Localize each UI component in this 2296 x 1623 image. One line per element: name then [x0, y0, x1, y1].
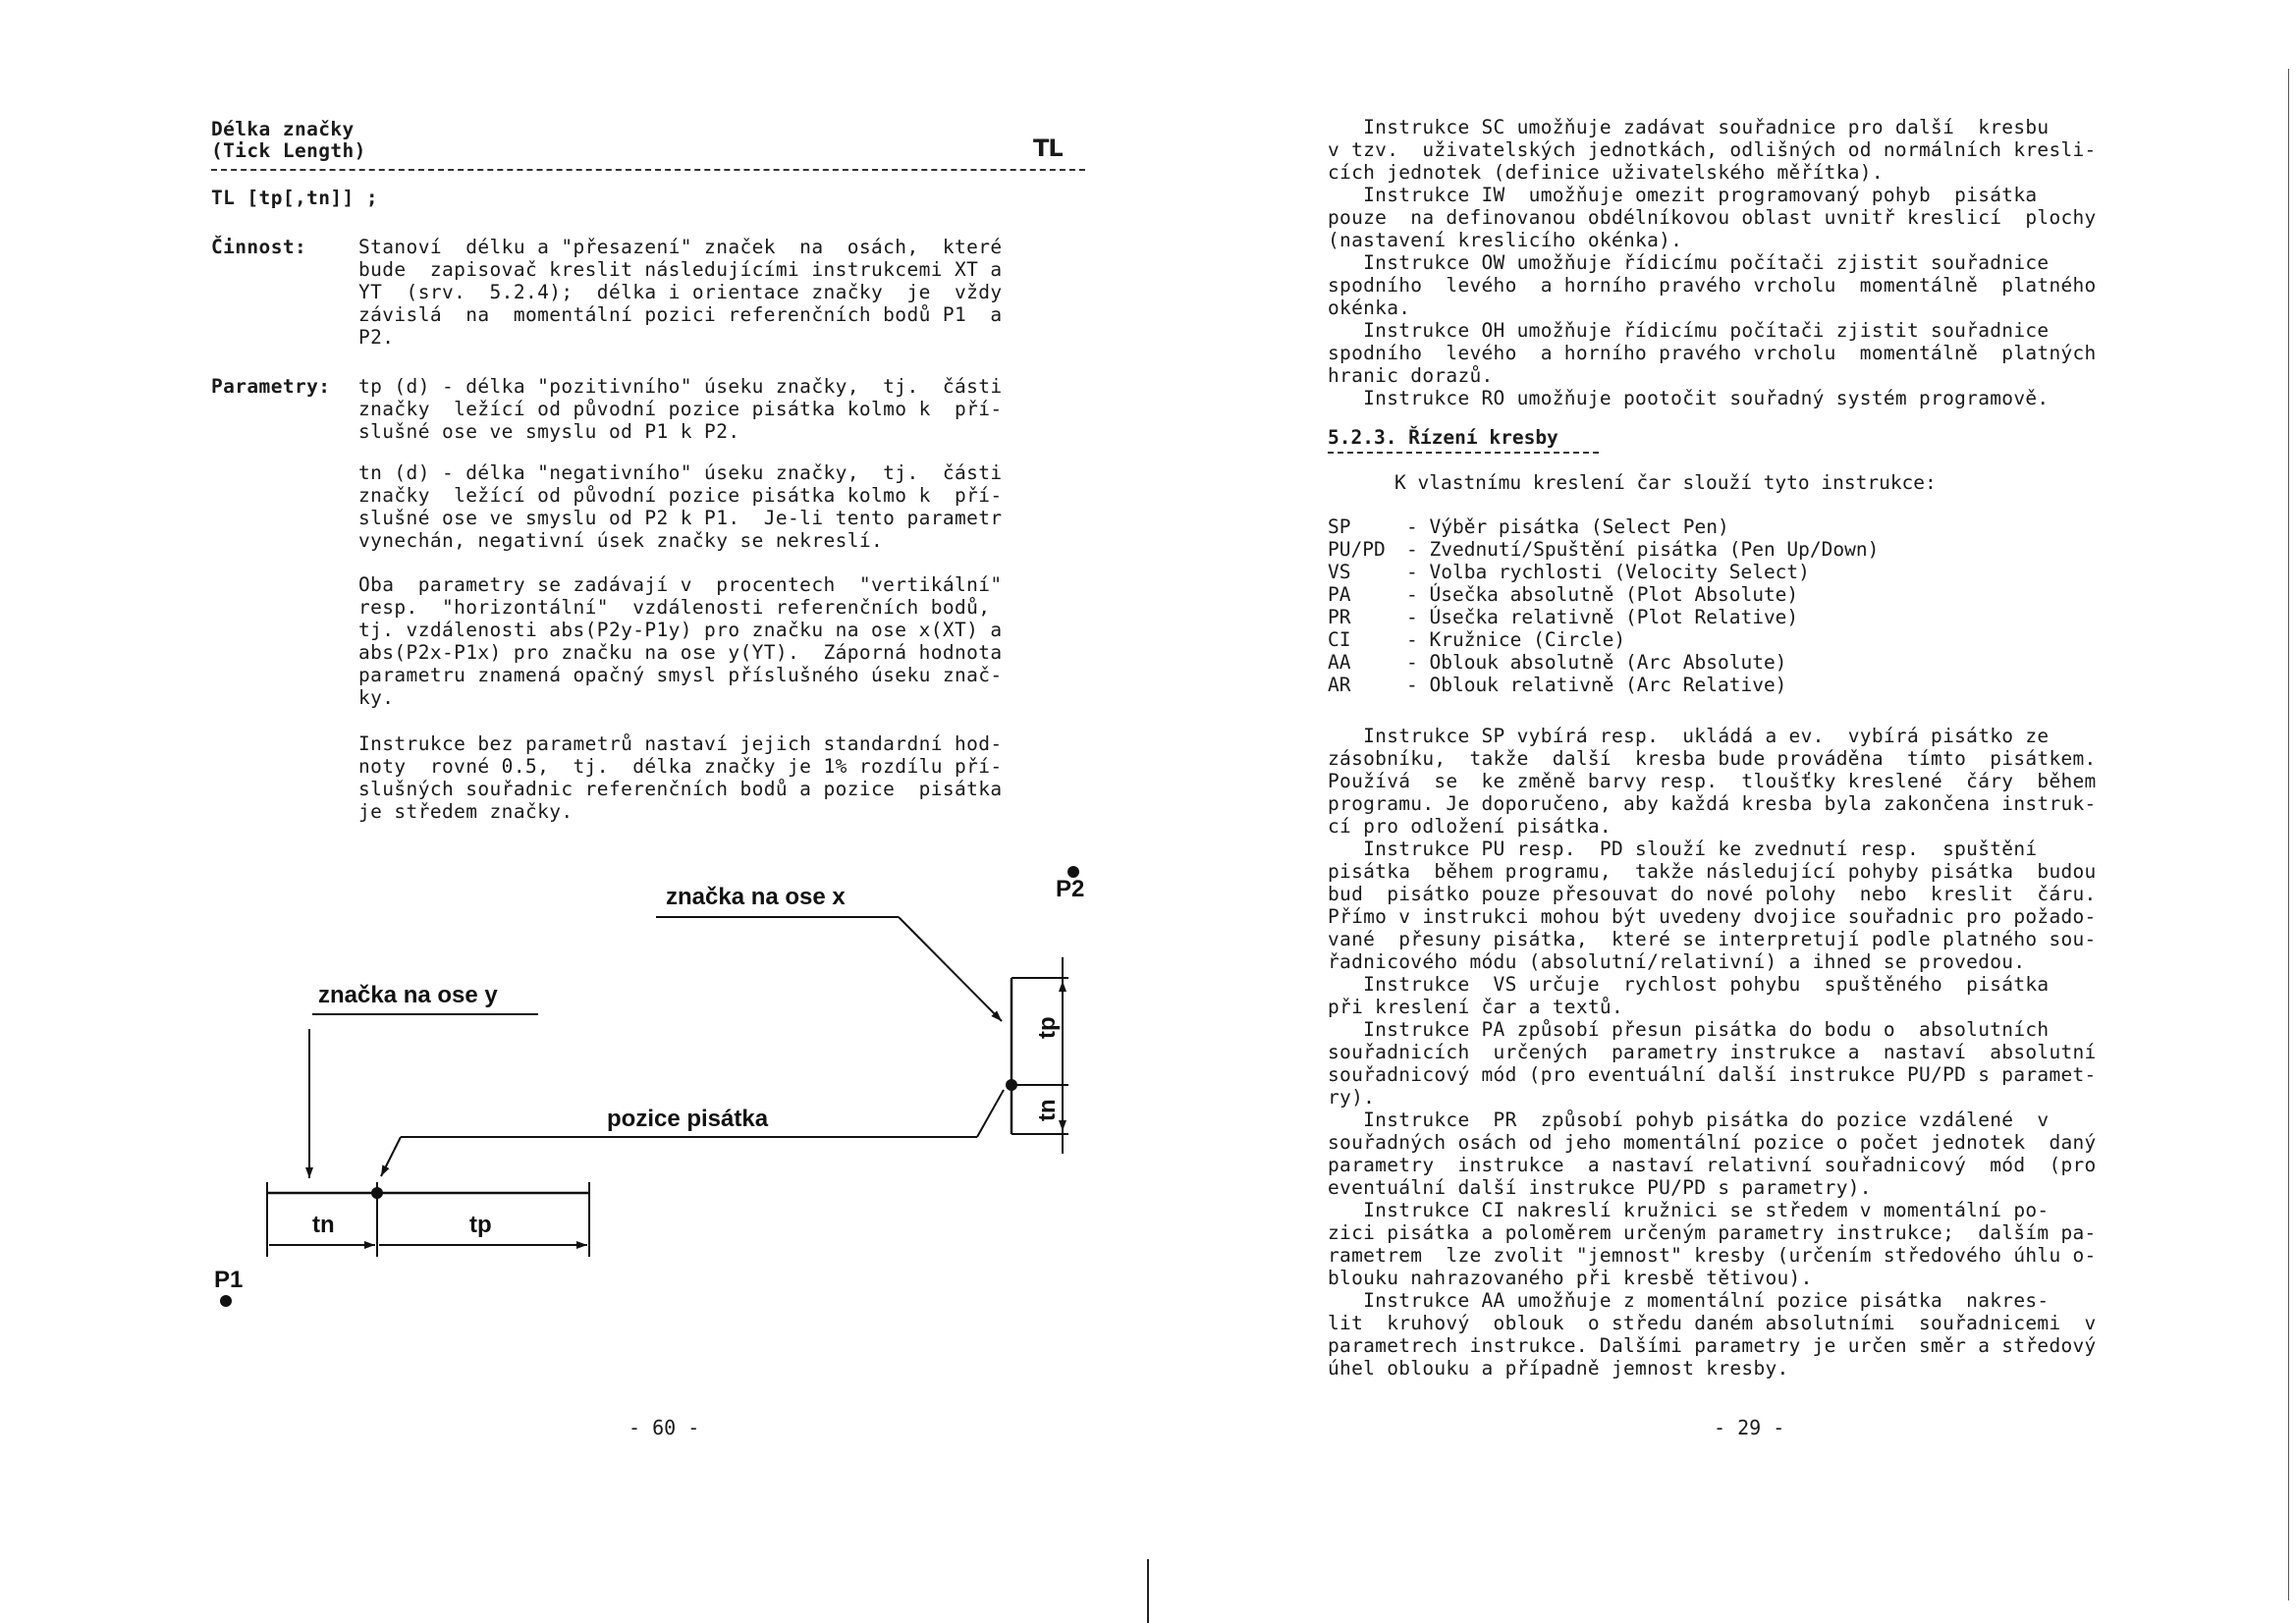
para-pa	[1328, 1018, 2202, 1109]
text-line: zici pisátka a poloměrem určeným parametry instrukce; dalším pa-	[1328, 1221, 2097, 1244]
text-line: zásobníku, takže další kresba bude prováděna tímto pisátkem.	[1328, 747, 2097, 770]
text-line: vané přesuny pisátka, které se interpretují podle platného sou-	[1328, 928, 2097, 950]
text-line: Instrukce SC umožňuje zadávat souřadnice pro další kresbu	[1328, 116, 2050, 138]
command-code: SP	[1328, 515, 1351, 538]
scan-artifact	[2288, 69, 2289, 1600]
command-desc: - Volba rychlosti (Velocity Select)	[1406, 561, 1810, 583]
para-pr	[1328, 1109, 2202, 1199]
text-line: slušné ose ve smyslu od P2 k P1. Je-li tento parametr	[358, 507, 1003, 529]
text-line: rametrem lze zvolit "jemnost" kresby (určením středového úhlu o-	[1328, 1244, 2097, 1267]
command-desc: - Oblouk absolutně (Arc Absolute)	[1406, 651, 1787, 674]
label-tick-x: značka na ose x	[666, 884, 846, 910]
command-row	[1328, 538, 1879, 561]
section-subtitle: (Tick Length)	[211, 139, 366, 162]
text-line: tj. vzdálenosti abs(P2y-P1y) pro značku na ose x(XT) a	[358, 619, 1003, 641]
pen-position-dot-y	[371, 1187, 383, 1199]
text-line: souřadných osách od jeho momentální pozice o počet jednotek daný	[1328, 1131, 2097, 1154]
command-row	[1328, 651, 1879, 674]
section-heading: 5.2.3. Řízení kresby	[1328, 426, 1558, 449]
text-line: slušných souřadnic referenčních bodů a pozice pisátka	[358, 778, 1003, 800]
text-line: okénka.	[1328, 297, 1411, 319]
dim-tp-label: tp	[469, 1212, 492, 1238]
text-line: řadnicového módu (absolutní/relativní) a ihned se provedou.	[1328, 950, 2026, 973]
para-pu	[1328, 838, 2202, 973]
text-line: vynechán, negativní úsek značky se nekreslí.	[358, 529, 884, 552]
command-code: PR	[1328, 606, 1351, 628]
text-line: abs(P2x-P1x) pro značku na ose y(YT). Záporná hodnota	[358, 641, 1003, 664]
command-desc: - Úsečka absolutně (Plot Absolute)	[1406, 583, 1799, 606]
text-line: P2.	[358, 326, 395, 349]
dim-tp-v-label: tp	[1034, 1016, 1061, 1039]
label-pen-leader	[977, 1090, 1004, 1137]
command-row	[1328, 628, 1879, 651]
text-line: Instrukce RO umožňuje pootočit souřadný systém programově.	[1328, 387, 2050, 409]
label-pen-leader-2	[381, 1137, 401, 1176]
text-line: tp (d) - délka "pozitivního" úseku značky, tj. části	[358, 375, 1003, 398]
label-p2: P2	[1056, 876, 1085, 902]
command-desc: - Výběr pisátka (Select Pen)	[1406, 515, 1729, 538]
text-line: při kreslení čar a textů.	[1328, 996, 1623, 1018]
text-line: (nastavení kreslicího okénka).	[1328, 229, 1683, 251]
command-code: PU/PD	[1328, 538, 1386, 561]
text-line: slušné osе ve smyslu od P1 k P2.	[358, 420, 740, 443]
label-tick-y: značka na ose y	[318, 982, 498, 1008]
scan-artifact	[1147, 1559, 1149, 1623]
text-line: Instrukce bez parametrů nastaví jejich standardní hod-	[358, 732, 1003, 755]
section-heading-rule	[1328, 452, 1599, 454]
command-row	[1328, 515, 1879, 538]
text-line: cích jednotek (definice uživatelského měřítka).	[1328, 161, 1884, 184]
text-line: spodního levého a horního pravého vrcholu momentálně platných	[1328, 342, 2097, 364]
text-line: pisátka během programu, takže následující pohyby pisátka budou	[1328, 860, 2097, 883]
instruction-code: TL	[1033, 135, 1063, 162]
text-line: souřadnicový mód (pro eventuální další instrukce PU/PD s paramet-	[1328, 1063, 2097, 1086]
text-line: značky ležící od původní pozice pisátka kolmo k pří-	[358, 484, 1003, 507]
text-line: Instrukce CI nakreslí kružnici se středem v momentální po-	[1328, 1199, 2050, 1221]
text-line: bude zapisovač kreslit následujícími instrukcemi XT a	[358, 258, 1003, 281]
command-desc: - Oblouk relativně (Arc Relative)	[1406, 674, 1787, 696]
text-line: Instrukce PA způsobí přesun pisátka do bodu o absolutních	[1328, 1018, 2050, 1041]
pen-position-dot-x	[1006, 1079, 1017, 1091]
instruction-syntax: TL [tp[,tn]] ;	[211, 187, 378, 209]
text-line: Instrukce IW umožňuje omezit programovaný pohyb pisátka	[1328, 184, 2038, 206]
command-list	[1328, 515, 1879, 696]
parametry-label: Parametry:	[211, 375, 331, 398]
text-line: Instrukce VS určuje rychlost pohybu spuštěného pisátka	[1328, 973, 2050, 996]
para-iw	[1328, 184, 2202, 251]
command-code: AA	[1328, 651, 1351, 674]
command-row	[1328, 561, 1879, 583]
page-number-left: - 60 -	[629, 1416, 700, 1439]
para-sp	[1328, 725, 2202, 838]
command-row	[1328, 674, 1879, 696]
text-line: cí pro odložení pisátka.	[1328, 815, 1612, 838]
text-line: ky.	[358, 686, 395, 709]
label-x-leader	[899, 917, 1002, 1021]
section-intro: K vlastnímu kreslení čar slouží tyto instrukce:	[1394, 471, 1937, 494]
text-line: Instrukce OW umožňuje řídicímu počítači zjistit souřadnice	[1328, 251, 2050, 274]
command-code: PA	[1328, 583, 1351, 606]
text-line: závislá na momentální pozici referenčních bodů P1 a	[358, 303, 1003, 326]
command-desc: - Úsečka relativně (Plot Relative)	[1406, 606, 1799, 628]
text-line: Instrukce PR způsobí pohyb pisátka do pozice vzdálené v	[1328, 1109, 2050, 1131]
text-line: Přímo v instrukci mohou být uvedeny dvojice souřadnic pro požado-	[1328, 905, 2097, 928]
dim-tn-v-label: tn	[1034, 1099, 1061, 1121]
command-row	[1328, 606, 1879, 628]
label-p1: P1	[214, 1267, 244, 1293]
text-line: blouku nahrazovaného při kresbě tětivou).	[1328, 1267, 1813, 1289]
text-line: Oba parametry se zadávají v procentech "vertikální"	[358, 573, 1003, 596]
text-line: bud pisátko pouze přesouvat do nové polohy nebo kreslit čáru.	[1328, 883, 2097, 905]
text-line: je středem značky.	[358, 800, 574, 823]
text-line: YT (srv. 5.2.4); délka i orientace značky je vždy	[358, 281, 1003, 303]
para-sc	[1328, 116, 2202, 184]
text-line: eventuální další instrukce PU/PD s parametry).	[1328, 1176, 1872, 1199]
text-line: značky ležící od původní pozice pisátka kolmo k pří-	[358, 398, 1003, 420]
command-code: VS	[1328, 561, 1351, 583]
text-line: Používá se ke změně barvy resp. tloušťky kreslené čáry během	[1328, 770, 2097, 792]
command-desc: - Zvednutí/Spuštění pisátka (Pen Up/Down)	[1406, 538, 1880, 561]
text-line: resp. "horizontální" vzdálenosti referenčních bodů,	[358, 596, 991, 619]
text-line: programu. Je doporučeno, aby každá kresba byla zakončena instruk-	[1328, 792, 2097, 815]
dim-tn-label: tn	[312, 1212, 335, 1238]
para-oh	[1328, 319, 2202, 387]
text-line: parametru znamená opačný smysl příslušného úseku znač-	[358, 664, 1003, 686]
text-line: v tzv. uživatelských jednotkách, odlišných od normálních kresli-	[1328, 138, 2097, 161]
page-number-right: - 29 -	[1714, 1416, 1785, 1439]
command-row	[1328, 583, 1879, 606]
command-desc: - Kružnice (Circle)	[1406, 628, 1626, 651]
text-line: Instrukce PU resp. PD slouží ke zvednutí resp. spuštění	[1328, 838, 2038, 860]
text-line: parametrech instrukce. Dalšími parametry je určen směr a středový	[1328, 1334, 2097, 1357]
text-line: hranic dorazů.	[1328, 364, 1494, 387]
text-line: pouze na definovanou obdélníkovou oblast uvnitř kreslicí plochy	[1328, 206, 2097, 229]
text-line: parametry instrukce a nastaví relativní souřadnicový mód (pro	[1328, 1154, 2097, 1176]
text-line: Instrukce SP vybírá resp. ukládá a ev. vybírá pisátko ze	[1328, 725, 2050, 747]
para-ci	[1328, 1199, 2202, 1289]
point-p1	[220, 1295, 232, 1307]
text-line: úhel oblouku a případně jemnost kresby.	[1328, 1357, 1789, 1380]
label-pen-position: pozice pisátka	[607, 1106, 769, 1132]
text-line: noty rovné 0.5, tj. délka značky je 1% rozdílu pří-	[358, 755, 1003, 778]
text-line: spodního levého a horního pravého vrcholu momentálně platného	[1328, 274, 2097, 297]
command-code: CI	[1328, 628, 1351, 651]
para-ow	[1328, 251, 2202, 319]
para-vs	[1328, 973, 2202, 1018]
text-line: souřadnicích určených parametry instrukce a nastaví absolutní	[1328, 1041, 2097, 1063]
section-title: Délka značky	[211, 118, 355, 140]
text-line: Instrukce OH umožňuje řídicímu počítači zjistit souřadnice	[1328, 319, 2050, 342]
text-line: tn (d) - délka "negativního" úseku značky, tj. části	[358, 461, 1003, 484]
text-line: Instrukce AA umožňuje z momentální pozice pisátka nakres-	[1328, 1289, 2050, 1312]
text-line: Stanoví délku a "přesazení" značek na osách, které	[358, 236, 1003, 258]
para-aa	[1328, 1289, 2202, 1380]
text-line: ry).	[1328, 1086, 1376, 1109]
cinnost-label: Činnost:	[211, 236, 307, 258]
text-line: lit kruhový oblouk o středu daném absolutními souřadnicemi v	[1328, 1312, 2097, 1334]
para-ro	[1328, 387, 2202, 409]
command-code: AR	[1328, 674, 1351, 696]
